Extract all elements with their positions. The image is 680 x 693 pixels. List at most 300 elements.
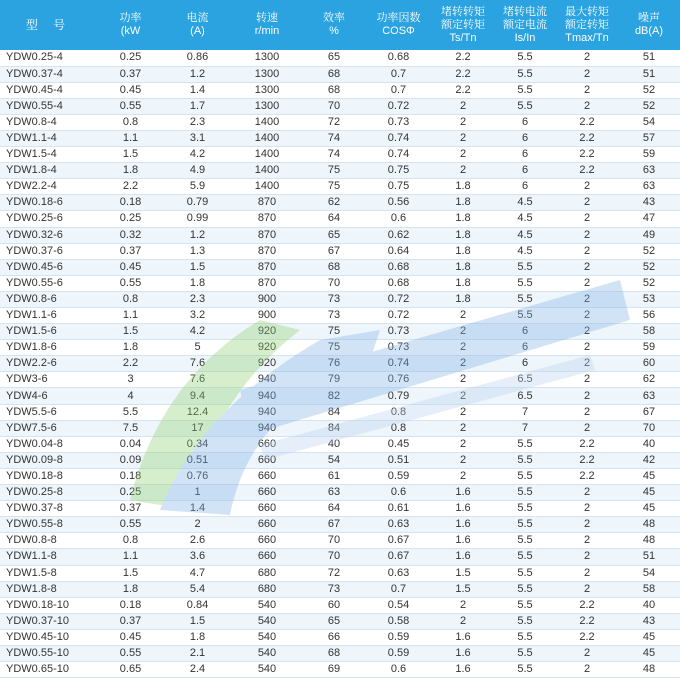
cell-power: 2.2: [97, 179, 164, 195]
cell-max-torque-ratio: 2: [556, 501, 618, 517]
cell-locked-current-ratio: 5.5: [494, 50, 556, 66]
cell-power-factor: 0.63: [365, 517, 432, 533]
cell-max-torque-ratio: 2: [556, 662, 618, 678]
cell-speed: 870: [231, 195, 303, 211]
cell-efficiency: 60: [303, 597, 365, 613]
cell-current: 0.84: [164, 597, 231, 613]
cell-max-torque-ratio: 2: [556, 211, 618, 227]
cell-max-torque-ratio: 2: [556, 645, 618, 661]
column-header-line: 堵转转矩: [441, 5, 485, 18]
cell-locked-current-ratio: 5.5: [494, 308, 556, 324]
cell-locked-current-ratio: 4.5: [494, 195, 556, 211]
cell-efficiency: 76: [303, 356, 365, 372]
cell-max-torque-ratio: 2: [556, 195, 618, 211]
table-row: [0, 66, 680, 82]
cell-speed: 940: [231, 420, 303, 436]
cell-speed: 870: [231, 259, 303, 275]
cell-power-factor: 0.51: [365, 452, 432, 468]
cell-model: YDW1.5-4: [0, 147, 97, 163]
cell-speed: 660: [231, 452, 303, 468]
cell-power-factor: 0.72: [365, 98, 432, 114]
cell-power: 2.2: [97, 356, 164, 372]
table-row: [0, 565, 680, 581]
cell-speed: 660: [231, 436, 303, 452]
column-header-line: dB(A): [634, 25, 664, 37]
cell-locked-torque-ratio: 1.8: [432, 259, 494, 275]
cell-model: YDW0.25-8: [0, 485, 97, 501]
cell-locked-torque-ratio: 1.8: [432, 243, 494, 259]
cell-model: YDW7.5-6: [0, 420, 97, 436]
cell-max-torque-ratio: 2: [556, 420, 618, 436]
cell-noise: 62: [618, 372, 680, 388]
cell-locked-current-ratio: 6: [494, 163, 556, 179]
table-row: [0, 98, 680, 114]
table-row: [0, 629, 680, 645]
cell-power-factor: 0.75: [365, 179, 432, 195]
cell-max-torque-ratio: 2.2: [556, 452, 618, 468]
cell-speed: 940: [231, 404, 303, 420]
table-row: [0, 468, 680, 484]
table-row: [0, 114, 680, 130]
cell-noise: 63: [618, 163, 680, 179]
column-header-line: (A): [190, 25, 205, 37]
column-header-line: 转速: [256, 12, 278, 24]
table-row: [0, 163, 680, 179]
cell-model: YDW1.8-4: [0, 163, 97, 179]
cell-speed: 660: [231, 517, 303, 533]
cell-max-torque-ratio: 2: [556, 533, 618, 549]
cell-power: 0.8: [97, 291, 164, 307]
column-header-current: [164, 0, 231, 50]
column-header-line: Is/In: [514, 31, 536, 44]
cell-speed: 1400: [231, 179, 303, 195]
cell-current: 4.7: [164, 565, 231, 581]
cell-speed: 1300: [231, 66, 303, 82]
cell-locked-current-ratio: 6: [494, 340, 556, 356]
cell-noise: 54: [618, 565, 680, 581]
cell-speed: 870: [231, 243, 303, 259]
cell-max-torque-ratio: 2: [556, 275, 618, 291]
table-row: [0, 50, 680, 66]
cell-noise: 59: [618, 340, 680, 356]
cell-locked-current-ratio: 5.5: [494, 82, 556, 98]
cell-locked-torque-ratio: 2: [432, 163, 494, 179]
cell-model: YDW0.37-4: [0, 66, 97, 82]
cell-noise: 48: [618, 533, 680, 549]
table-row: [0, 613, 680, 629]
cell-locked-current-ratio: 4.5: [494, 243, 556, 259]
table-body: [0, 50, 680, 678]
cell-max-torque-ratio: 2.2: [556, 597, 618, 613]
table-row: [0, 195, 680, 211]
table-row: [0, 485, 680, 501]
cell-noise: 40: [618, 436, 680, 452]
cell-locked-torque-ratio: 1.8: [432, 195, 494, 211]
column-header-line: r/min: [254, 25, 280, 37]
cell-power: 1.1: [97, 308, 164, 324]
column-header-noise: [618, 0, 680, 50]
column-header-efficiency: [303, 0, 365, 50]
table-row: [0, 259, 680, 275]
cell-locked-torque-ratio: 1.8: [432, 179, 494, 195]
cell-power-factor: 0.72: [365, 308, 432, 324]
cell-power-factor: 0.68: [365, 50, 432, 66]
cell-current: 2.6: [164, 533, 231, 549]
cell-locked-current-ratio: 6: [494, 356, 556, 372]
cell-efficiency: 68: [303, 645, 365, 661]
cell-noise: 45: [618, 468, 680, 484]
cell-power: 1.8: [97, 163, 164, 179]
cell-locked-torque-ratio: 2: [432, 613, 494, 629]
cell-locked-torque-ratio: 2: [432, 147, 494, 163]
cell-model: YDW0.45-6: [0, 259, 97, 275]
cell-locked-current-ratio: 5.5: [494, 662, 556, 678]
cell-locked-current-ratio: 4.5: [494, 211, 556, 227]
cell-locked-current-ratio: 5.5: [494, 66, 556, 82]
cell-max-torque-ratio: 2: [556, 404, 618, 420]
cell-model: YDW0.55-4: [0, 98, 97, 114]
cell-speed: 540: [231, 597, 303, 613]
cell-current: 7.6: [164, 356, 231, 372]
cell-noise: 51: [618, 50, 680, 66]
cell-noise: 70: [618, 420, 680, 436]
table-row: [0, 420, 680, 436]
cell-power: 1.5: [97, 324, 164, 340]
cell-noise: 52: [618, 259, 680, 275]
cell-locked-current-ratio: 5.5: [494, 436, 556, 452]
cell-speed: 540: [231, 613, 303, 629]
cell-power: 0.8: [97, 533, 164, 549]
column-header-model: [0, 0, 97, 50]
cell-current: 0.51: [164, 452, 231, 468]
cell-power-factor: 0.6: [365, 662, 432, 678]
cell-locked-current-ratio: 5.5: [494, 597, 556, 613]
cell-power: 7.5: [97, 420, 164, 436]
cell-speed: 540: [231, 662, 303, 678]
cell-efficiency: 74: [303, 130, 365, 146]
table-row: [0, 645, 680, 661]
cell-current: 0.86: [164, 50, 231, 66]
cell-power: 0.55: [97, 517, 164, 533]
cell-current: 4.9: [164, 163, 231, 179]
cell-model: YDW1.1-8: [0, 549, 97, 565]
table-row: [0, 533, 680, 549]
cell-current: 4.2: [164, 324, 231, 340]
column-header-line: Tmax/Tn: [565, 31, 609, 44]
cell-model: YDW3-6: [0, 372, 97, 388]
cell-power: 0.25: [97, 50, 164, 66]
cell-speed: 1400: [231, 114, 303, 130]
cell-power-factor: 0.59: [365, 468, 432, 484]
cell-power: 0.37: [97, 501, 164, 517]
cell-noise: 52: [618, 82, 680, 98]
cell-current: 1.2: [164, 227, 231, 243]
cell-power-factor: 0.6: [365, 485, 432, 501]
cell-current: 1.4: [164, 82, 231, 98]
cell-power-factor: 0.58: [365, 613, 432, 629]
cell-noise: 63: [618, 388, 680, 404]
cell-speed: 900: [231, 291, 303, 307]
cell-noise: 45: [618, 501, 680, 517]
cell-noise: 52: [618, 243, 680, 259]
cell-locked-torque-ratio: 1.8: [432, 211, 494, 227]
cell-max-torque-ratio: 2.2: [556, 613, 618, 629]
cell-power: 0.18: [97, 468, 164, 484]
cell-model: YDW0.18-10: [0, 597, 97, 613]
cell-current: 1.7: [164, 98, 231, 114]
column-header-power-factor: [365, 0, 432, 50]
cell-noise: 48: [618, 517, 680, 533]
cell-speed: 1300: [231, 50, 303, 66]
column-header-speed: [231, 0, 303, 50]
cell-power-factor: 0.62: [365, 227, 432, 243]
cell-model: YDW0.18-8: [0, 468, 97, 484]
cell-power: 0.18: [97, 597, 164, 613]
cell-locked-torque-ratio: 1.6: [432, 662, 494, 678]
cell-efficiency: 68: [303, 66, 365, 82]
cell-model: YDW0.37-6: [0, 243, 97, 259]
column-header-line: 功率因数: [376, 12, 421, 24]
cell-model: YDW0.8-4: [0, 114, 97, 130]
cell-max-torque-ratio: 2.2: [556, 147, 618, 163]
table-row: [0, 291, 680, 307]
cell-locked-torque-ratio: 2: [432, 98, 494, 114]
cell-efficiency: 40: [303, 436, 365, 452]
cell-max-torque-ratio: 2: [556, 565, 618, 581]
cell-locked-current-ratio: 5.5: [494, 468, 556, 484]
cell-efficiency: 75: [303, 179, 365, 195]
cell-locked-current-ratio: 4.5: [494, 227, 556, 243]
cell-efficiency: 74: [303, 147, 365, 163]
cell-model: YDW0.55-6: [0, 275, 97, 291]
cell-power: 1.1: [97, 130, 164, 146]
cell-speed: 870: [231, 227, 303, 243]
cell-power-factor: 0.68: [365, 259, 432, 275]
cell-speed: 920: [231, 324, 303, 340]
cell-current: 1.3: [164, 243, 231, 259]
column-header-line: 堵转电流: [503, 5, 547, 18]
cell-locked-current-ratio: 5.5: [494, 291, 556, 307]
cell-noise: 49: [618, 227, 680, 243]
cell-noise: 57: [618, 130, 680, 146]
cell-power-factor: 0.74: [365, 147, 432, 163]
cell-locked-current-ratio: 6: [494, 130, 556, 146]
cell-speed: 1400: [231, 130, 303, 146]
cell-current: 2.1: [164, 645, 231, 661]
cell-power: 0.45: [97, 82, 164, 98]
cell-power: 0.25: [97, 485, 164, 501]
cell-power-factor: 0.7: [365, 66, 432, 82]
cell-power-factor: 0.79: [365, 388, 432, 404]
cell-model: YDW0.37-10: [0, 613, 97, 629]
cell-noise: 60: [618, 356, 680, 372]
table-row: [0, 549, 680, 565]
cell-power: 0.37: [97, 66, 164, 82]
cell-max-torque-ratio: 2: [556, 581, 618, 597]
cell-speed: 900: [231, 308, 303, 324]
cell-speed: 1400: [231, 163, 303, 179]
cell-locked-torque-ratio: 2.2: [432, 82, 494, 98]
table-row: [0, 147, 680, 163]
cell-model: YDW0.37-8: [0, 501, 97, 517]
cell-power: 0.04: [97, 436, 164, 452]
cell-efficiency: 70: [303, 98, 365, 114]
cell-model: YDW0.55-8: [0, 517, 97, 533]
cell-power: 0.09: [97, 452, 164, 468]
cell-locked-current-ratio: 7: [494, 404, 556, 420]
cell-efficiency: 61: [303, 468, 365, 484]
cell-current: 5.9: [164, 179, 231, 195]
cell-noise: 59: [618, 147, 680, 163]
cell-locked-torque-ratio: 2: [432, 130, 494, 146]
cell-noise: 47: [618, 211, 680, 227]
cell-locked-current-ratio: 5.5: [494, 98, 556, 114]
cell-max-torque-ratio: 2: [556, 324, 618, 340]
cell-speed: 660: [231, 549, 303, 565]
cell-efficiency: 65: [303, 613, 365, 629]
cell-noise: 54: [618, 114, 680, 130]
cell-speed: 920: [231, 356, 303, 372]
cell-power-factor: 0.61: [365, 501, 432, 517]
cell-model: YDW0.45-10: [0, 629, 97, 645]
table-row: [0, 227, 680, 243]
cell-max-torque-ratio: 2: [556, 50, 618, 66]
cell-noise: 45: [618, 485, 680, 501]
cell-speed: 870: [231, 275, 303, 291]
cell-power-factor: 0.8: [365, 420, 432, 436]
column-header-locked-torque-ratio: [432, 0, 494, 50]
table-row: [0, 82, 680, 98]
cell-power-factor: 0.67: [365, 533, 432, 549]
cell-noise: 52: [618, 275, 680, 291]
table-row: [0, 211, 680, 227]
table-row: [0, 324, 680, 340]
cell-locked-torque-ratio: 1.6: [432, 549, 494, 565]
cell-speed: 680: [231, 565, 303, 581]
cell-power-factor: 0.45: [365, 436, 432, 452]
cell-locked-torque-ratio: 2: [432, 308, 494, 324]
cell-efficiency: 67: [303, 243, 365, 259]
cell-model: YDW0.55-10: [0, 645, 97, 661]
cell-speed: 540: [231, 629, 303, 645]
cell-locked-torque-ratio: 1.6: [432, 629, 494, 645]
cell-current: 0.34: [164, 436, 231, 452]
table-row: [0, 581, 680, 597]
cell-current: 1: [164, 485, 231, 501]
cell-max-torque-ratio: 2: [556, 485, 618, 501]
column-header-line: COSΦ: [382, 25, 415, 37]
cell-locked-torque-ratio: 1.6: [432, 485, 494, 501]
cell-current: 2.3: [164, 114, 231, 130]
cell-efficiency: 64: [303, 211, 365, 227]
cell-efficiency: 68: [303, 259, 365, 275]
cell-power: 0.18: [97, 195, 164, 211]
cell-locked-torque-ratio: 2: [432, 388, 494, 404]
cell-locked-torque-ratio: 2: [432, 404, 494, 420]
column-header-line: %: [329, 25, 339, 37]
table-row: [0, 388, 680, 404]
cell-locked-torque-ratio: 2: [432, 340, 494, 356]
cell-locked-current-ratio: 5.5: [494, 501, 556, 517]
cell-model: YDW0.32-6: [0, 227, 97, 243]
cell-locked-torque-ratio: 2: [432, 436, 494, 452]
cell-model: YDW0.25-4: [0, 50, 97, 66]
cell-noise: 58: [618, 581, 680, 597]
column-header-line: 额定转矩: [441, 18, 485, 31]
cell-current: 3.1: [164, 130, 231, 146]
cell-max-torque-ratio: 2: [556, 291, 618, 307]
cell-efficiency: 72: [303, 565, 365, 581]
cell-max-torque-ratio: 2.2: [556, 163, 618, 179]
cell-noise: 48: [618, 662, 680, 678]
cell-noise: 45: [618, 629, 680, 645]
cell-locked-torque-ratio: 1.5: [432, 565, 494, 581]
cell-locked-torque-ratio: 1.6: [432, 533, 494, 549]
cell-noise: 51: [618, 66, 680, 82]
cell-efficiency: 68: [303, 82, 365, 98]
cell-noise: 56: [618, 308, 680, 324]
cell-power: 0.65: [97, 662, 164, 678]
cell-efficiency: 70: [303, 275, 365, 291]
cell-power: 1.1: [97, 549, 164, 565]
cell-power-factor: 0.76: [365, 372, 432, 388]
cell-current: 7.6: [164, 372, 231, 388]
cell-current: 9.4: [164, 388, 231, 404]
cell-locked-current-ratio: 5.5: [494, 613, 556, 629]
cell-model: YDW0.09-8: [0, 452, 97, 468]
cell-power-factor: 0.54: [365, 597, 432, 613]
cell-power-factor: 0.75: [365, 163, 432, 179]
column-header-line: 额定电流: [503, 18, 547, 31]
cell-current: 12.4: [164, 404, 231, 420]
cell-noise: 43: [618, 613, 680, 629]
cell-speed: 1400: [231, 147, 303, 163]
column-header-line: Ts/Tn: [449, 31, 477, 44]
cell-noise: 53: [618, 291, 680, 307]
column-header-power: [97, 0, 164, 50]
cell-noise: 58: [618, 324, 680, 340]
cell-model: YDW1.1-6: [0, 308, 97, 324]
cell-current: 1.2: [164, 66, 231, 82]
cell-efficiency: 64: [303, 501, 365, 517]
cell-power-factor: 0.72: [365, 291, 432, 307]
cell-power: 1.8: [97, 340, 164, 356]
cell-speed: 920: [231, 340, 303, 356]
cell-efficiency: 65: [303, 50, 365, 66]
cell-locked-current-ratio: 5.5: [494, 533, 556, 549]
table-row: [0, 179, 680, 195]
cell-efficiency: 54: [303, 452, 365, 468]
cell-max-torque-ratio: 2: [556, 227, 618, 243]
column-header-line: 功率: [119, 12, 142, 24]
cell-efficiency: 75: [303, 324, 365, 340]
column-header-line: (kW: [120, 25, 141, 37]
cell-locked-current-ratio: 5.5: [494, 629, 556, 645]
cell-speed: 680: [231, 581, 303, 597]
cell-current: 2.4: [164, 662, 231, 678]
cell-model: YDW1.5-8: [0, 565, 97, 581]
cell-power-factor: 0.68: [365, 275, 432, 291]
cell-locked-current-ratio: 5.5: [494, 259, 556, 275]
cell-locked-current-ratio: 5.5: [494, 452, 556, 468]
cell-model: YDW0.8-8: [0, 533, 97, 549]
cell-max-torque-ratio: 2: [556, 356, 618, 372]
cell-locked-current-ratio: 6: [494, 147, 556, 163]
table-row: [0, 452, 680, 468]
cell-max-torque-ratio: 2: [556, 340, 618, 356]
cell-model: YDW0.25-6: [0, 211, 97, 227]
cell-noise: 52: [618, 98, 680, 114]
